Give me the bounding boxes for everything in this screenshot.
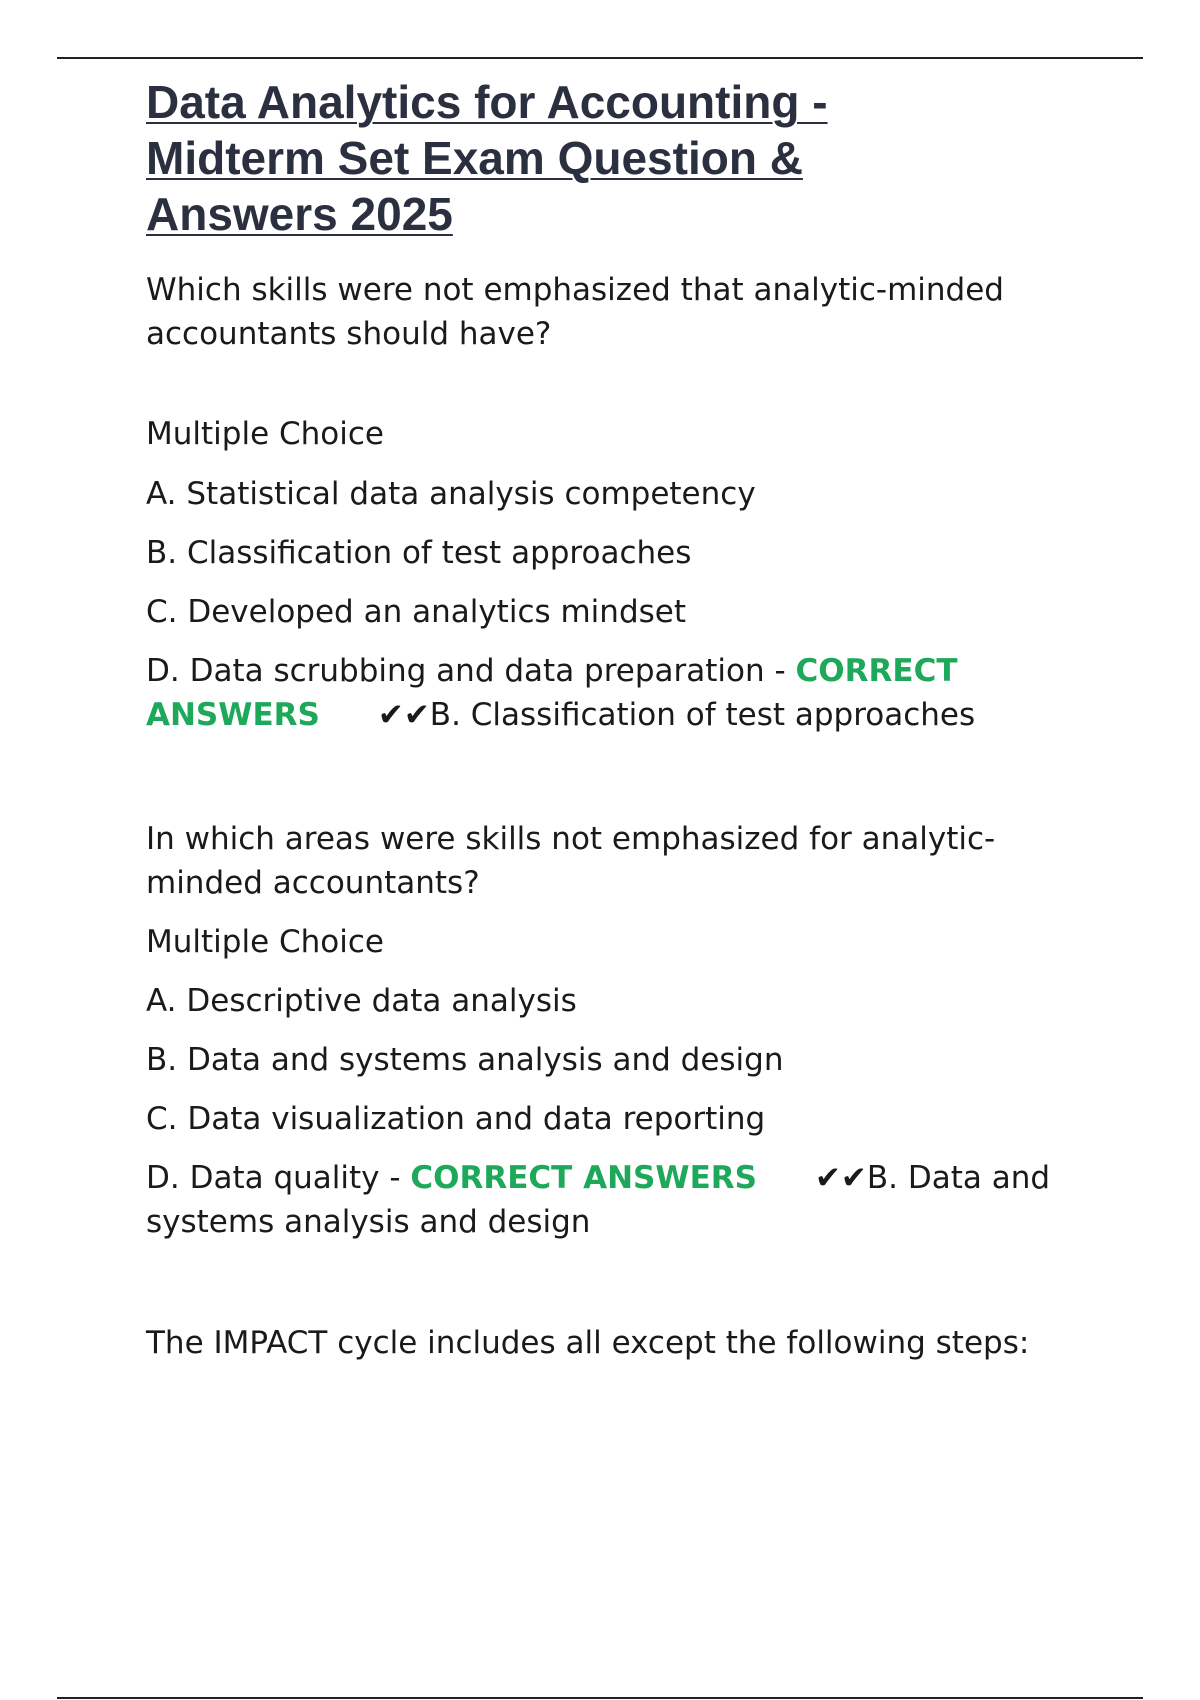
title-line-1: Data Analytics for Accounting - [146,76,828,128]
top-rule [57,57,1143,59]
bottom-rule [57,1697,1143,1699]
question-1-option-b: B. Classification of test approaches [146,535,692,571]
question-1-type-label: Multiple Choice [146,416,384,452]
question-1-correct-label: CORRECT ANSWERS [146,653,958,733]
question-2-check-icon: ✔✔ [814,1160,867,1196]
title-line-2: Midterm Set Exam Question & [146,132,803,184]
question-2-option-d [146,1156,1096,1244]
question-1-option-d-text: D. Data scrubbing and data preparation - [146,653,796,689]
title-line-3: Answers 2025 [146,188,453,240]
question-1-check-icon: ✔✔ [377,697,430,733]
question-2-option-b: B. Data and systems analysis and design [146,1042,784,1078]
document-page [146,74,1096,1365]
question-2-option-a: A. Descriptive data analysis [146,983,577,1019]
question-1-option-c: C. Developed an analytics mindset [146,594,687,630]
question-1-answer: B. Classification of test approaches [429,697,976,733]
question-2-option-c: C. Data visualization and data reporting [146,1101,766,1137]
question-1-option-a: A. Statistical data analysis competency [146,476,756,512]
question-3-text: The IMPACT cycle includes all except the following steps: [146,1325,1030,1361]
question-2-type-label: Multiple Choice [146,924,384,960]
question-2-option-d-text: D. Data quality - [146,1160,411,1196]
document-title [146,74,906,242]
question-2-answer: B. Data and systems analysis and design [146,1160,1051,1240]
question-2-correct-label: CORRECT ANSWERS [410,1160,757,1196]
question-1-text: Which skills were not emphasized that analytic-minded accountants should have? [146,272,1004,352]
question-1-option-d [146,649,1096,737]
question-2-text: In which areas were skills not emphasized for analytic-minded accountants? [146,821,996,901]
